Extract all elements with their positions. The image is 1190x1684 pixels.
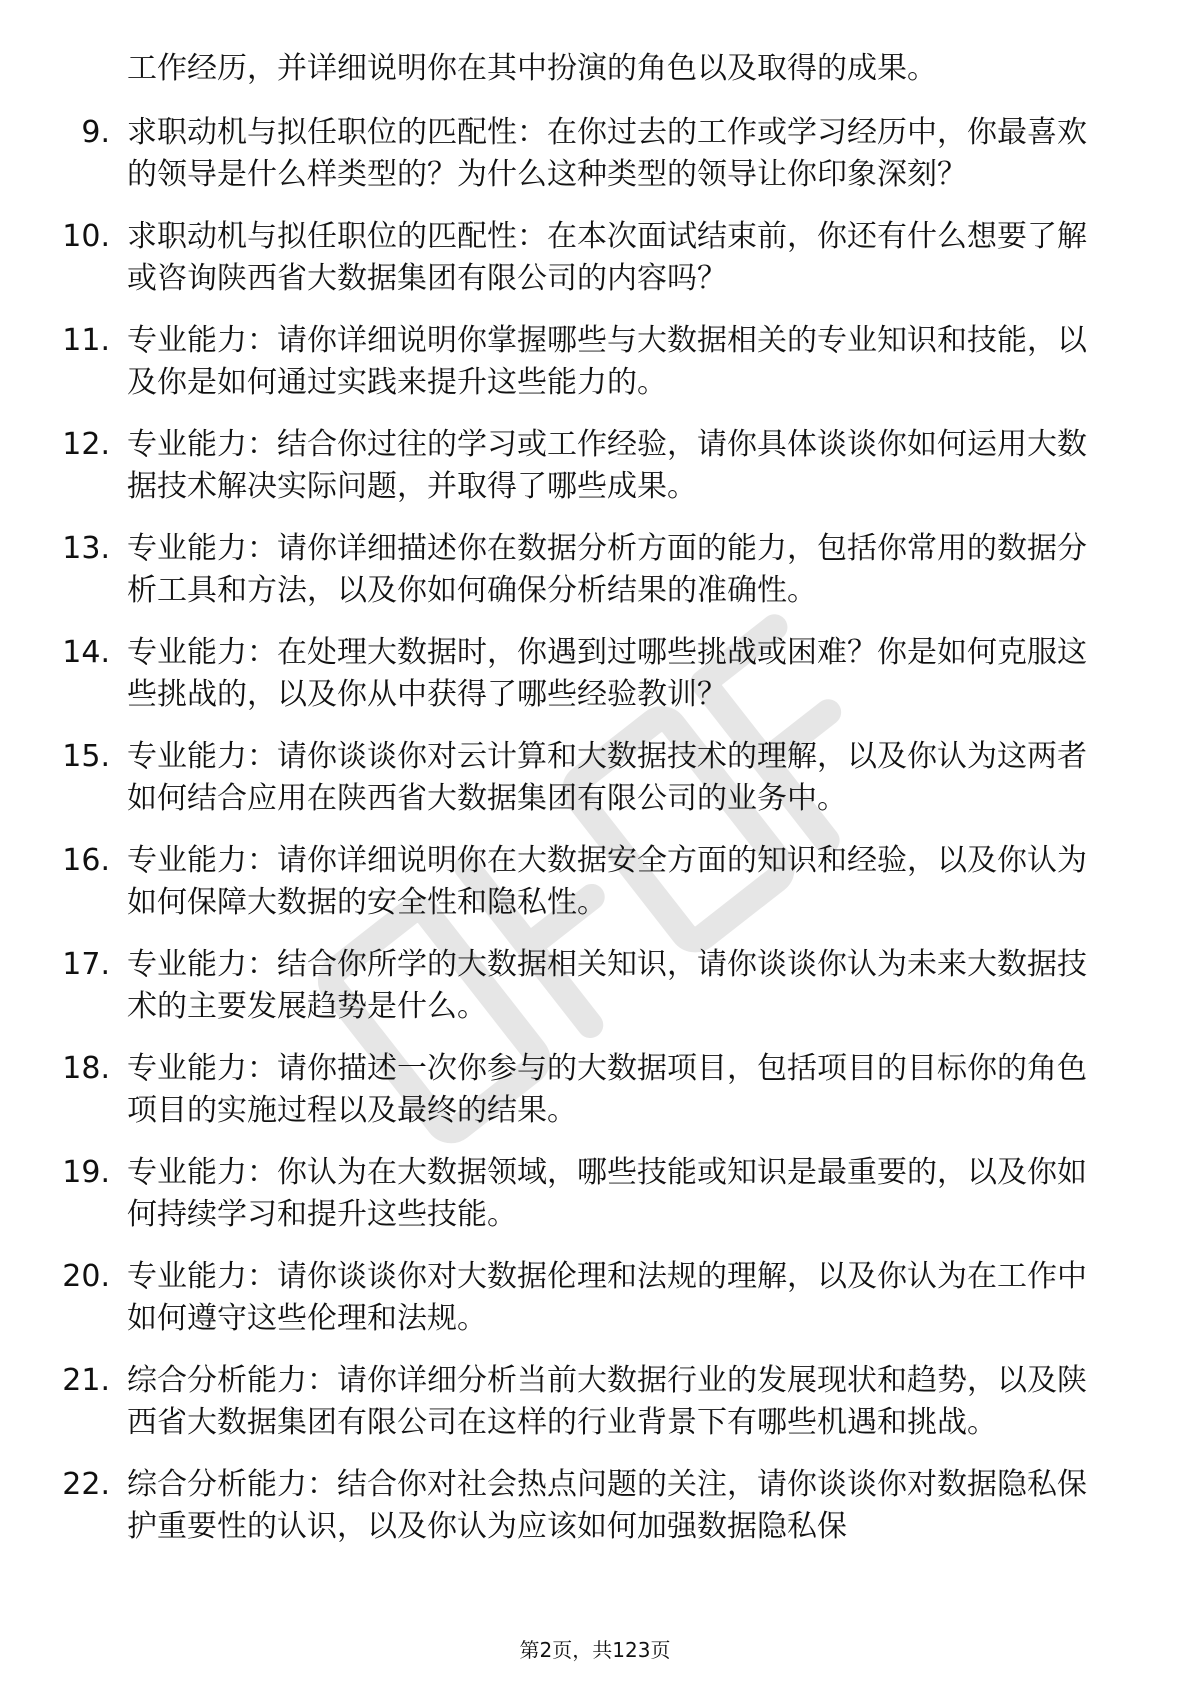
list-item	[0, 1152, 1190, 1236]
item-text: 专业能力：请你谈谈你对云计算和大数据技术的理解，以及你认为这两者如何结合应用在陕西省大数据集团有限公司的业务中。	[127, 739, 1087, 816]
item-number: 14.	[62, 635, 110, 670]
item-number: 22.	[62, 1467, 110, 1502]
item-text: 专业能力：结合你过往的学习或工作经验，请你具体谈谈你如何运用大数据技术解决实际问题，并取得了哪些成果。	[127, 427, 1087, 504]
item-text: 专业能力：请你描述一次你参与的大数据项目，包括项目的目标你的角色项目的实施过程以及最终的结果。	[127, 1051, 1087, 1128]
item-number: 15.	[62, 739, 110, 774]
item-text: 专业能力：请你详细说明你在大数据安全方面的知识和经验，以及你认为如何保障大数据的安全性和隐私性。	[127, 843, 1087, 920]
item-text: 专业能力：结合你所学的大数据相关知识，请你谈谈你认为未来大数据技术的主要发展趋势是什么。	[127, 947, 1087, 1024]
list-item	[0, 840, 1190, 924]
list-item	[0, 944, 1190, 1028]
list-item	[0, 1048, 1190, 1132]
page-number-footer: 第2页，共123页	[519, 1638, 671, 1662]
continuation-text: 工作经历，并详细说明你在其中扮演的角色以及取得的成果。	[127, 51, 937, 86]
item-text: 综合分析能力：结合你对社会热点问题的关注，请你谈谈你对数据隐私保护重要性的认识，以及你认为应该如何加强数据隐私保	[127, 1467, 1087, 1544]
item-number: 10.	[62, 219, 110, 254]
item-text: 专业能力：请你详细描述你在数据分析方面的能力，包括你常用的数据分析工具和方法，以及你如何确保分析结果的准确性。	[127, 531, 1087, 608]
item-text: 综合分析能力：请你详细分析当前大数据行业的发展现状和趋势，以及陕西省大数据集团有限公司在这样的行业背景下有哪些机遇和挑战。	[127, 1363, 1087, 1440]
item-number: 9.	[81, 115, 110, 150]
list-item	[0, 1360, 1190, 1444]
item-text: 求职动机与拟任职位的匹配性：在本次面试结束前，你还有什么想要了解或咨询陕西省大数据集团有限公司的内容吗？	[127, 219, 1087, 296]
list-item	[0, 736, 1190, 820]
list-item	[0, 216, 1190, 300]
item-text: 专业能力：请你谈谈你对大数据伦理和法规的理解，以及你认为在工作中如何遵守这些伦理和法规。	[127, 1259, 1087, 1336]
list-item	[0, 632, 1190, 716]
list-item	[0, 320, 1190, 404]
list-item	[0, 112, 1190, 196]
item-number: 18.	[62, 1051, 110, 1086]
item-number: 11.	[62, 323, 110, 358]
item-text: 求职动机与拟任职位的匹配性：在你过去的工作或学习经历中，你最喜欢的领导是什么样类型的？为什么这种类型的领导让你印象深刻？	[127, 115, 1087, 192]
question-list	[0, 112, 1190, 1568]
item-text: 专业能力：在处理大数据时，你遇到过哪些挑战或困难？你是如何克服这些挑战的，以及你从中获得了哪些经验教训？	[127, 635, 1087, 712]
item-number: 21.	[62, 1363, 110, 1398]
item-number: 20.	[62, 1259, 110, 1294]
item-text: 专业能力：请你详细说明你掌握哪些与大数据相关的专业知识和技能，以及你是如何通过实践来提升这些能力的。	[127, 323, 1087, 400]
item-number: 17.	[62, 947, 110, 982]
item-number: 12.	[62, 427, 110, 462]
item-number: 19.	[62, 1155, 110, 1190]
list-item	[0, 1256, 1190, 1340]
list-item	[0, 424, 1190, 508]
item-number: 16.	[62, 843, 110, 878]
item-number: 13.	[62, 531, 110, 566]
item-text: 专业能力：你认为在大数据领域，哪些技能或知识是最重要的，以及你如何持续学习和提升这些技能。	[127, 1155, 1087, 1232]
list-item	[0, 1464, 1190, 1548]
list-item	[0, 528, 1190, 612]
